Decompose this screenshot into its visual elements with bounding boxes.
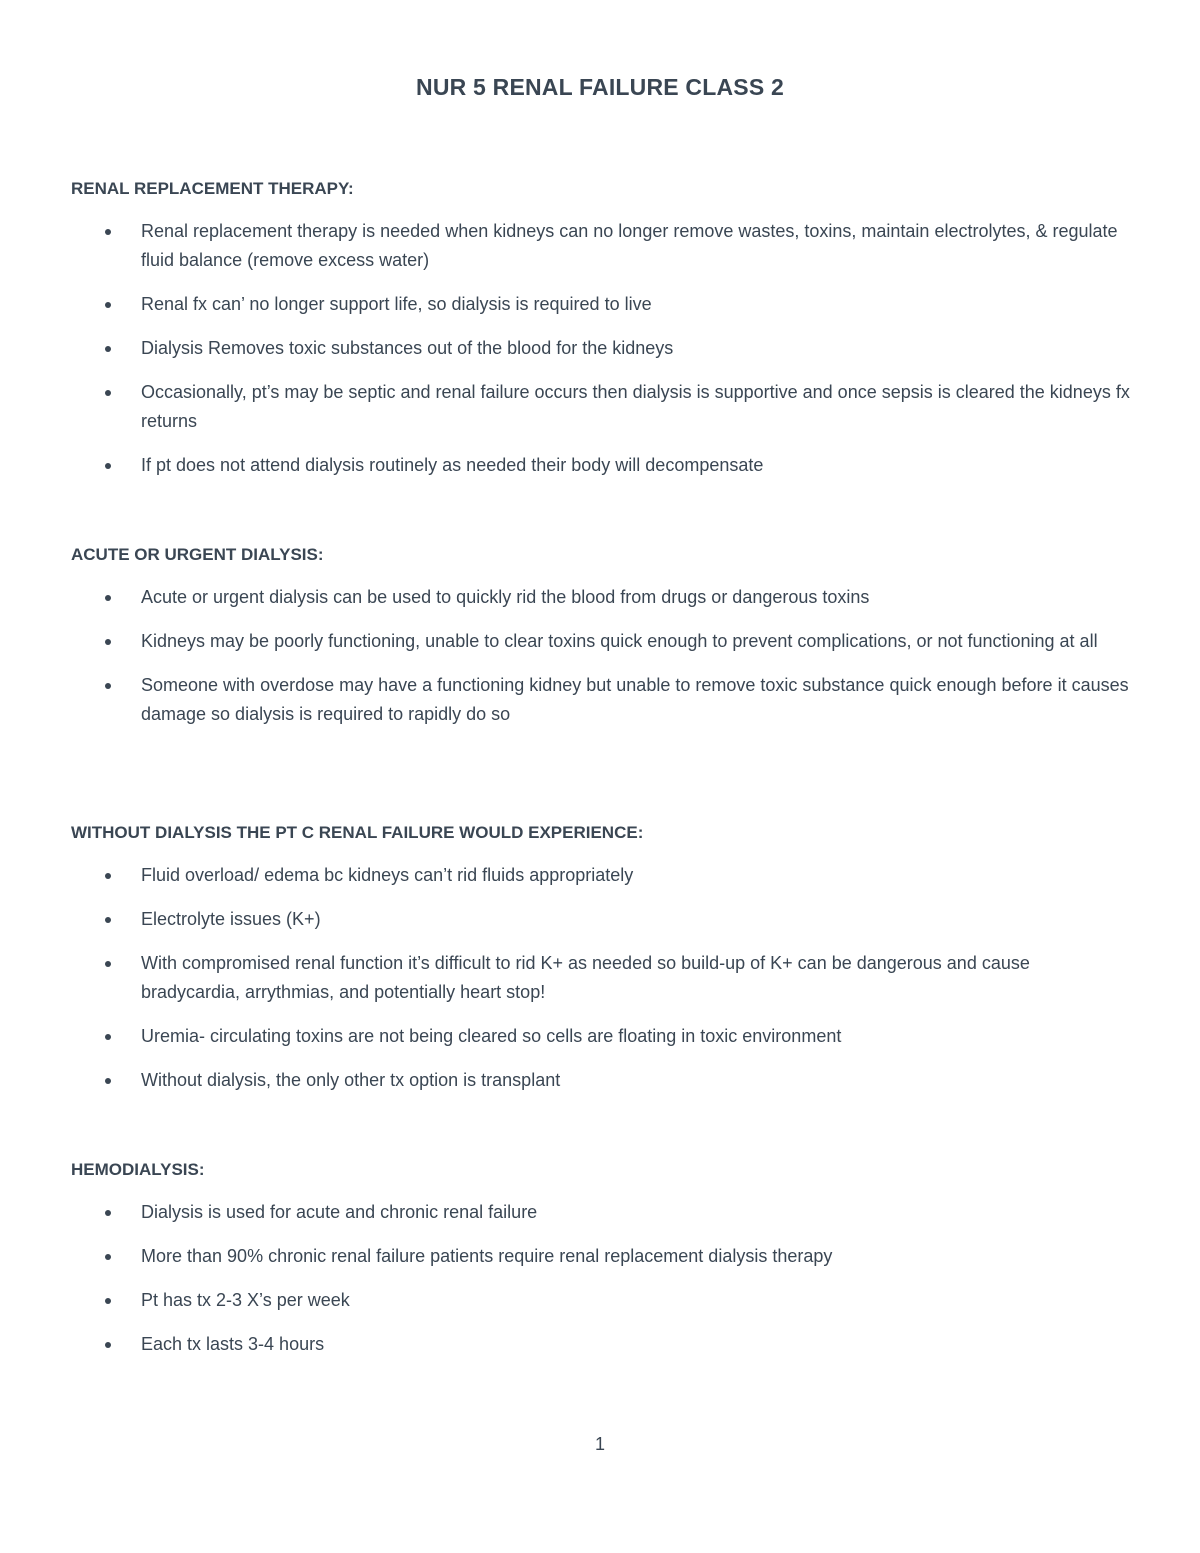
list-item-text: Dialysis Removes toxic substances out of the blood for the kidneys (141, 338, 674, 358)
list-item-text: Kidneys may be poorly functioning, unable to clear toxins quick enough to prevent complications, or not functioning at all (141, 631, 1098, 651)
bullet-icon (105, 639, 111, 645)
section-hemodialysis (71, 1159, 1131, 1374)
list-item-text: Occasionally, pt’s may be septic and renal failure occurs then dialysis is supportive and once sepsis is cleared the kidneys fx returns (141, 382, 1130, 431)
bullet-icon (105, 346, 111, 352)
list-item-text: Someone with overdose may have a functioning kidney but unable to remove toxic substance quick enough before it causes damage so dialysis is required to rapidly do so (141, 675, 1129, 724)
list-item-text: Without dialysis, the only other tx option is transplant (141, 1070, 561, 1090)
bullet-icon (105, 463, 111, 469)
list-item (71, 671, 1131, 729)
list-item-text: With compromised renal function it’s difficult to rid K+ as needed so build-up of K+ can be dangerous and cause bradycardia, arrythmias, and potentially heart stop! (141, 953, 1030, 1002)
bullet-list (71, 217, 1131, 480)
list-item (71, 905, 1131, 934)
bullet-icon (105, 229, 111, 235)
bullet-icon (105, 873, 111, 879)
bullet-list (71, 861, 1131, 1095)
list-item (71, 949, 1131, 1007)
list-item (71, 1022, 1131, 1051)
bullet-icon (105, 595, 111, 601)
bullet-icon (105, 390, 111, 396)
list-item (71, 451, 1131, 480)
section-without-dialysis (71, 822, 1131, 1110)
section-heading: HEMODIALYSIS: (71, 1160, 205, 1179)
page-title: NUR 5 RENAL FAILURE CLASS 2 (416, 74, 784, 100)
bullet-icon (105, 1078, 111, 1084)
bullet-icon (105, 302, 111, 308)
section-heading: WITHOUT DIALYSIS THE PT C RENAL FAILURE WOULD EXPERIENCE: (71, 823, 644, 842)
bullet-list (71, 583, 1131, 729)
list-item-text: If pt does not attend dialysis routinely as needed their body will decompensate (141, 455, 764, 475)
page-number: 1 (594, 1434, 605, 1454)
section-acute-urgent-dialysis (71, 544, 1131, 744)
list-item (71, 217, 1131, 275)
bullet-icon (105, 1210, 111, 1216)
bullet-icon (105, 1298, 111, 1304)
list-item-text: Pt has tx 2-3 X’s per week (141, 1290, 350, 1310)
list-item (71, 334, 1131, 363)
bullet-list (71, 1198, 1131, 1359)
bullet-icon (105, 683, 111, 689)
list-item-text: More than 90% chronic renal failure patients require renal replacement dialysis therapy (141, 1246, 833, 1266)
list-item-text: Acute or urgent dialysis can be used to quickly rid the blood from drugs or dangerous toxins (141, 587, 870, 607)
list-item (71, 378, 1131, 436)
section-heading: RENAL REPLACEMENT THERAPY: (71, 179, 354, 198)
bullet-icon (105, 1342, 111, 1348)
bullet-icon (105, 917, 111, 923)
list-item (71, 1198, 1131, 1227)
bullet-icon (105, 1254, 111, 1260)
list-item (71, 1066, 1131, 1095)
list-item-text: Each tx lasts 3-4 hours (141, 1334, 325, 1354)
list-item (71, 583, 1131, 612)
list-item (71, 1330, 1131, 1359)
bullet-icon (105, 1034, 111, 1040)
section-renal-replacement-therapy (71, 178, 1131, 495)
list-item (71, 1286, 1131, 1315)
list-item-text: Uremia- circulating toxins are not being cleared so cells are floating in toxic environment (141, 1026, 842, 1046)
list-item-text: Electrolyte issues (K+) (141, 909, 321, 929)
list-item (71, 861, 1131, 890)
list-item-text: Fluid overload/ edema bc kidneys can’t rid fluids appropriately (141, 865, 634, 885)
list-item-text: Renal fx can’ no longer support life, so dialysis is required to live (141, 294, 652, 314)
list-item (71, 290, 1131, 319)
list-item-text: Renal replacement therapy is needed when kidneys can no longer remove wastes, toxins, maintain electrolytes, & regulate fluid balance (remove excess water) (141, 221, 1118, 270)
bullet-icon (105, 961, 111, 967)
list-item (71, 1242, 1131, 1271)
list-item-text: Dialysis is used for acute and chronic renal failure (141, 1202, 538, 1222)
section-heading: ACUTE OR URGENT DIALYSIS: (71, 545, 324, 564)
list-item (71, 627, 1131, 656)
